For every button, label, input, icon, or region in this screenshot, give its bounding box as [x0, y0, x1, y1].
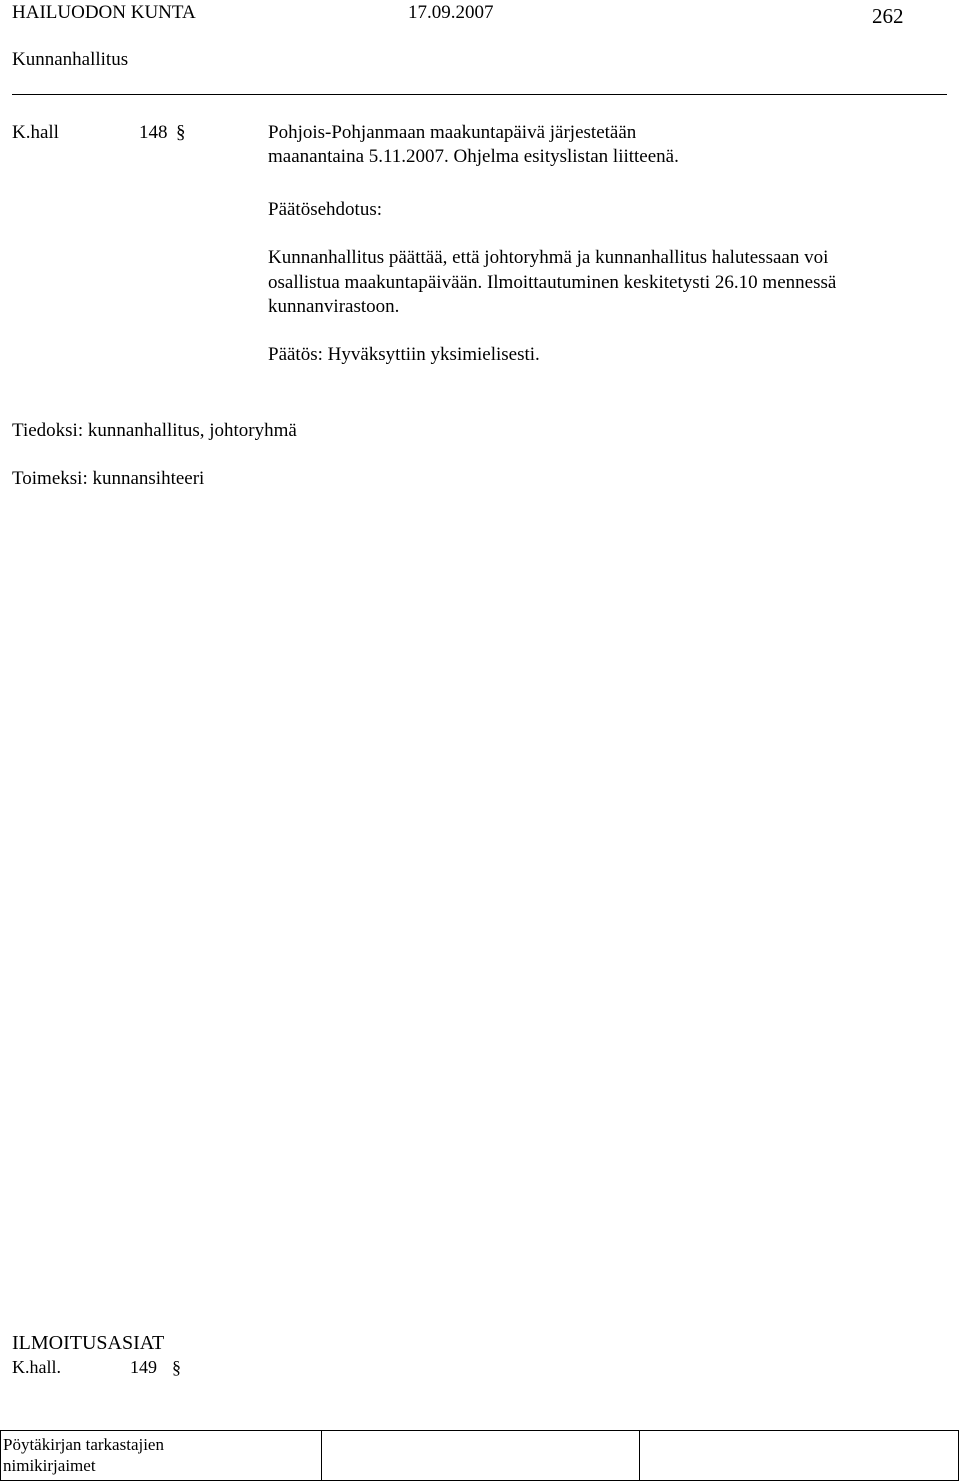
- initials-table: [0, 1430, 959, 1481]
- initials-label-line-2: nimikirjaimet: [3, 1456, 96, 1475]
- page-number: 262: [872, 4, 904, 28]
- notify-recipients: Tiedoksi: kunnanhallitus, johtoryhmä: [12, 420, 297, 441]
- section-symbol: §: [176, 122, 186, 143]
- meeting-date: 17.09.2007: [408, 2, 494, 23]
- header-divider: [12, 94, 947, 95]
- governing-body: Kunnanhallitus: [12, 49, 129, 70]
- announcement-reference: K.hall.: [12, 1357, 61, 1377]
- item-number: 148: [139, 122, 168, 143]
- item-title-line-1: Pohjois-Pohjanmaan maakuntapäivä järjestetään: [268, 122, 637, 143]
- announcements-heading: ILMOITUSASIAT: [12, 1332, 165, 1354]
- proposal-text-line-1: Kunnanhallitus päättää, että johtoryhmä ja kunnanhallitus halutessaan voi: [268, 247, 829, 268]
- item-reference: K.hall: [12, 122, 59, 143]
- proposal-heading: Päätösehdotus:: [268, 199, 382, 220]
- announcement-number: 149: [130, 1357, 157, 1377]
- section-symbol: §: [172, 1357, 181, 1377]
- proposal-text-line-3: kunnanvirastoon.: [268, 296, 400, 317]
- decision-text: Päätös: Hyväksyttiin yksimielisesti.: [268, 344, 540, 365]
- proposal-text-line-2: osallistua maakuntapäivään. Ilmoittautuminen keskitetysti 26.10 mennessä: [268, 272, 837, 293]
- initials-label-line-1: Pöytäkirjan tarkastajien: [3, 1435, 164, 1454]
- municipality-name: HAILUODON KUNTA: [12, 2, 196, 23]
- initials-box-2: [640, 1431, 959, 1481]
- item-title-line-2: maanantaina 5.11.2007. Ohjelma esityslistan liitteenä.: [268, 146, 679, 167]
- assigned-to: Toimeksi: kunnansihteeri: [12, 468, 205, 489]
- initials-label: [1, 1431, 322, 1481]
- initials-box-1: [322, 1431, 640, 1481]
